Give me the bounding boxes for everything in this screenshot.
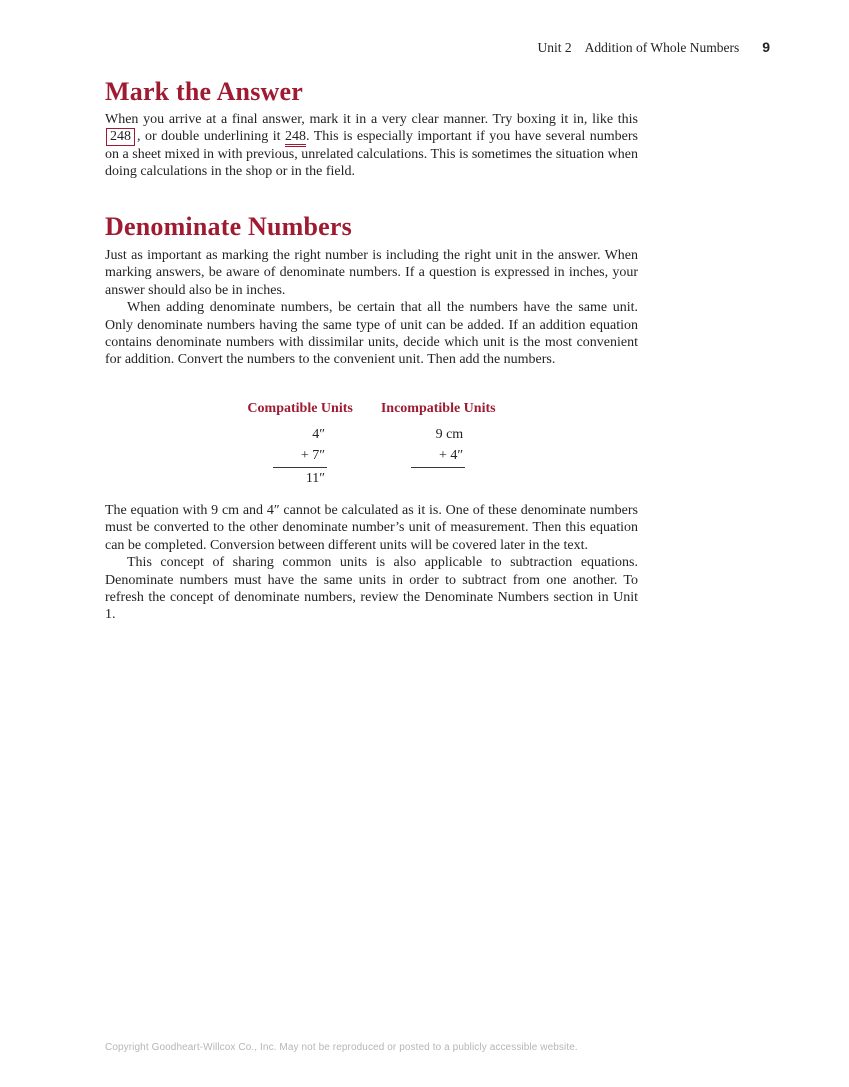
incompatible-units-header: Incompatible Units xyxy=(380,401,496,416)
compatible-units-header: Compatible Units xyxy=(247,401,353,416)
double-underlined-answer-example: 248 xyxy=(285,129,306,147)
compatible-units-equation xyxy=(273,424,327,489)
page-number: 9 xyxy=(762,39,770,55)
mark-the-answer-paragraph xyxy=(105,111,638,181)
incompatible-units-equation xyxy=(411,424,465,468)
paragraph-segment: . This is especially important if you have several numbers on a sheet mixed in with previous, unrelated calculations. This is sometimes the situation when doing calculations in the shop or in the field. xyxy=(105,129,639,180)
section-heading-denominate-numbers: Denominate Numbers xyxy=(105,212,352,241)
equation-addend: 4″ xyxy=(312,427,326,442)
running-head-unit-label: Unit 2 xyxy=(537,40,572,55)
copyright-notice: Copyright Goodheart-Willcox Co., Inc. May not be reproduced or posted to a publicly accessible website. xyxy=(105,1042,578,1053)
equation-sum: 11″ xyxy=(305,471,326,486)
paragraph: This concept of sharing common units is also applicable to subtraction equations. Denominate numbers must have the same units in order to subtract from one another. To refresh the concept of denominate numbers, review the Denominate Numbers section in Unit 1. xyxy=(105,555,638,623)
paragraph-segment: When you arrive at a final answer, mark it in a very clear manner. Try boxing it in, like this xyxy=(105,112,638,127)
paragraph: When adding denominate numbers, be certain that all the numbers have the same unit. Only denominate numbers having the same type of unit can be added. If an addition equation contains denominate numbers with dissimilar units, decide which unit is the most convenient for addition. Convert the numbers to the convenient unit. Then add the numbers. xyxy=(105,300,638,368)
denominate-numbers-intro xyxy=(105,247,638,369)
paragraph-segment: , or double underlining it xyxy=(137,129,285,145)
paragraph: The equation with 9 cm and 4″ cannot be calculated as it is. One of these denominate numbers must be converted to the other denominate number’s unit of measurement. Then this equation can be completed. Conversion between different units will be covered later in the text. xyxy=(105,503,638,553)
boxed-answer-example: 248 xyxy=(106,128,135,146)
equation-addend: + 4″ xyxy=(411,445,465,468)
compatible-units-column xyxy=(247,401,352,489)
units-example-table xyxy=(105,401,638,489)
paragraph: Just as important as marking the right number is including the right unit in the answer. When marking answers, be aware of denominate numbers. If a question is expressed in inches, your answer should also be in inches. xyxy=(105,248,638,298)
equation-addend: + 7″ xyxy=(273,445,327,468)
running-head xyxy=(537,39,770,56)
paragraph xyxy=(105,111,638,181)
equation-addend: 9 cm xyxy=(435,427,464,442)
section-heading-mark-the-answer: Mark the Answer xyxy=(105,77,303,106)
running-head-chapter-title: Addition of Whole Numbers xyxy=(584,40,740,55)
incompatible-units-column xyxy=(381,401,496,489)
denominate-numbers-discussion xyxy=(105,502,638,624)
